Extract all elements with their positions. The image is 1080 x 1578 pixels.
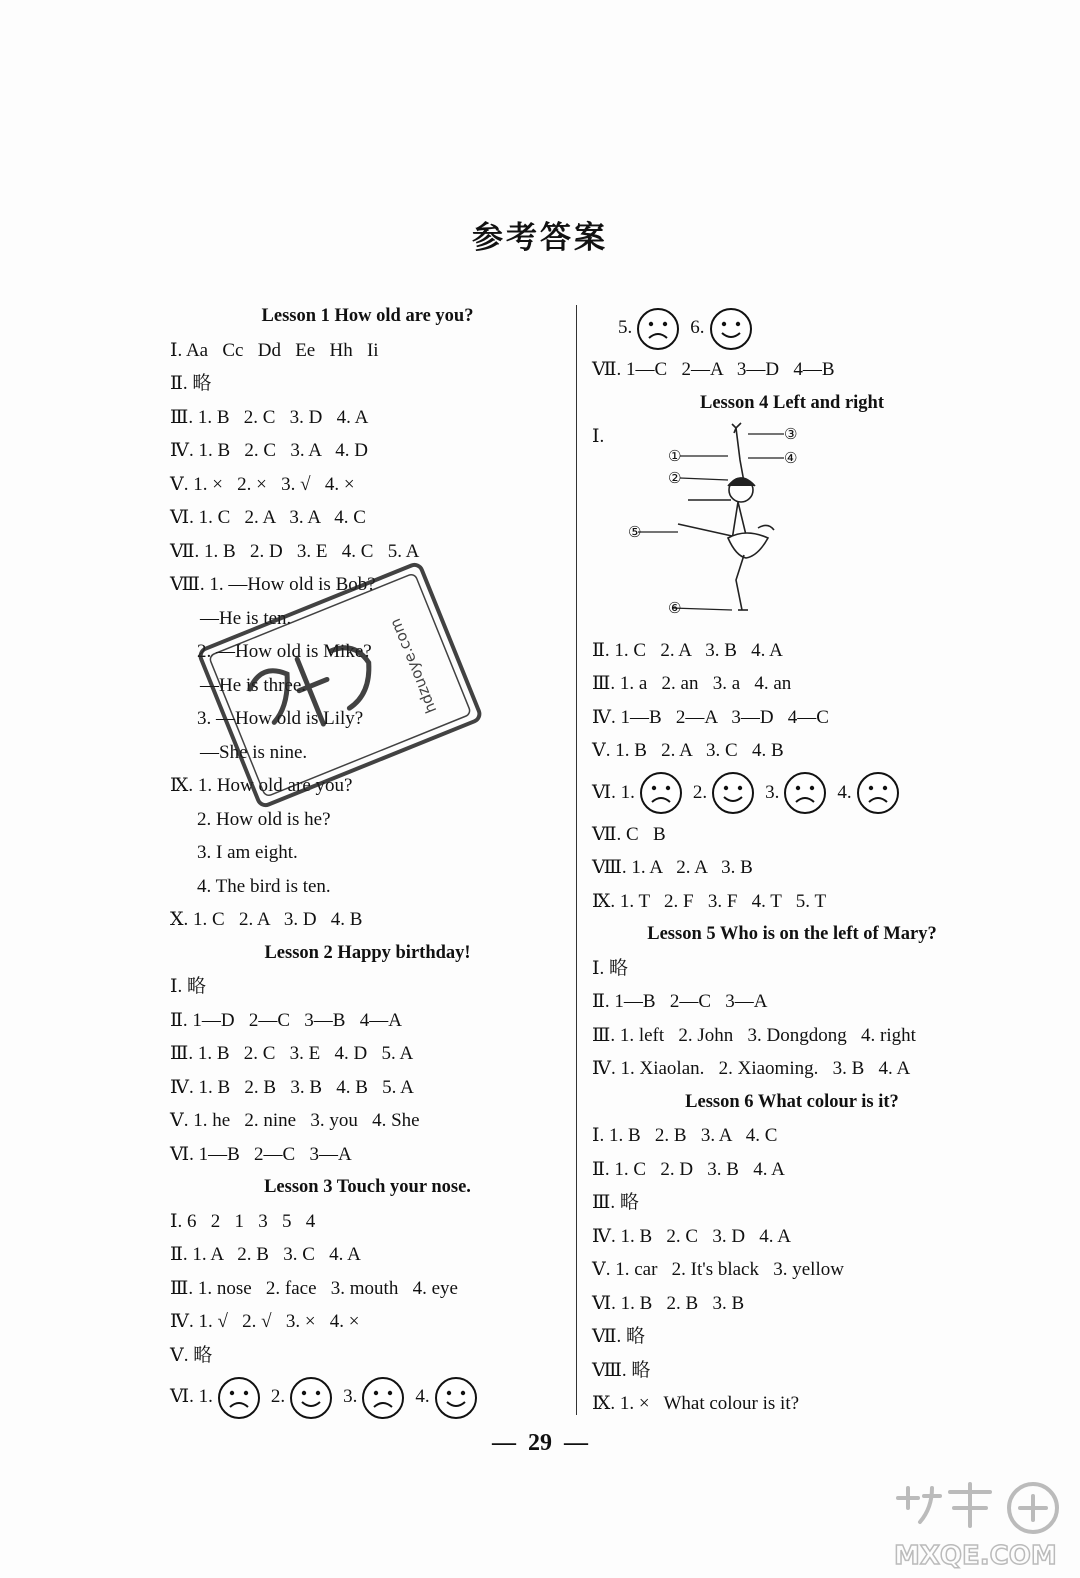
svg-text:MXQE.COM: MXQE.COM (894, 1541, 1057, 1571)
answer-line: 2. How old is he? (197, 808, 331, 830)
lesson-heading: Lesson 6 What colour is it? (685, 1091, 899, 1112)
item-number: 4. (415, 1386, 430, 1407)
answer-line: Ⅱ. 1. C 2. D 3. B 4. A (592, 1158, 785, 1180)
answer-line: Ⅳ. 1. √ 2. √ 3. × 4. × (170, 1311, 360, 1332)
answer-line: Ⅴ. 略 (170, 1344, 213, 1366)
answer-line: Ⅷ. 1. —How old is Bob? (170, 574, 376, 595)
page-title: 参考答案 (472, 220, 608, 256)
faces-row-left (170, 1372, 565, 1422)
sad-face-icon (636, 307, 680, 351)
answer-line: Ⅴ. 1. B 2. A 3. C 4. B (592, 740, 784, 761)
right-lines-c (592, 818, 992, 1421)
answer-line: Ⅲ. 1. left 2. John 3. Dongdong 4. right (592, 1024, 916, 1046)
figure-label-6: ⑥ (668, 599, 682, 617)
figure-label-5: ⑤ (628, 523, 642, 541)
sad-face-icon (361, 1376, 405, 1420)
answer-line: Ⅳ. 1. B 2. C 3. A 4. D (170, 440, 368, 461)
page-number: 29 (528, 1430, 552, 1456)
answer-line: Ⅱ. 1—B 2—C 3—A (592, 991, 768, 1012)
answer-line: Ⅰ. (592, 426, 605, 447)
page-number-footer: — 29 — (492, 1430, 588, 1456)
answer-line: Ⅶ. 1. B 2. D 3. E 4. C 5. A (170, 540, 420, 562)
answer-line: Ⅴ. 1. × 2. × 3. √ 4. × (170, 473, 355, 495)
answer-line: —He is three. (200, 674, 307, 696)
answer-line: Ⅸ. 1. T 2. F 3. F 4. T 5. T (592, 890, 827, 912)
answer-line: Ⅲ. 1. B 2. C 3. D 4. A (170, 406, 369, 428)
answer-line: Ⅴ. 1. he 2. nine 3. you 4. She (170, 1110, 420, 1131)
happy-face-icon (434, 1376, 478, 1420)
lesson-heading: Lesson 5 Who is on the left of Mary? (647, 924, 937, 944)
answer-line: Ⅰ. 6 2 1 3 5 4 (170, 1210, 316, 1232)
item-number: 1. (620, 781, 635, 803)
answer-line: Ⅳ. 1—B 2—A 3—D 4—C (592, 706, 829, 728)
answer-line: Ⅸ. 1. × What colour is it? (592, 1393, 800, 1414)
lesson-heading: Lesson 1 How old are you? (261, 306, 474, 326)
answer-line: Ⅱ. 1—D 2—C 3—B 4—A (170, 1009, 402, 1031)
item-number: 2. (692, 781, 708, 803)
answers-left-column (170, 300, 565, 1422)
answer-line: Ⅵ. 1—B 2—C 3—A (170, 1143, 352, 1165)
item-number: 6. (690, 317, 705, 338)
left-lines (170, 300, 565, 1372)
answer-line: Ⅳ. 1. B 2. C 3. D 4. A (592, 1225, 791, 1247)
svg-text:hdzuoye.com: hdzuoye.com (386, 615, 441, 716)
answer-line: Ⅹ. 1. C 2. A 3. D 4. B (170, 909, 363, 930)
sad-face-icon (639, 771, 683, 815)
answer-line: Ⅲ. 1. B 2. C 3. E 4. D 5. A (170, 1043, 414, 1064)
item-number: 3. (343, 1386, 358, 1407)
answer-line: Ⅳ. 1. Xiaolan. 2. Xiaoming. 3. B 4. A (592, 1058, 911, 1079)
figure-label-3: ③ (784, 425, 798, 443)
answer-line: Ⅸ. 1. How old are you? (170, 775, 353, 796)
happy-face-icon (711, 771, 755, 815)
answer-line: Ⅳ. 1. B 2. B 3. B 4. B 5. A (170, 1076, 414, 1098)
answer-line: Ⅲ. 略 (592, 1192, 639, 1213)
item-number: 5. (618, 317, 633, 338)
section-label: Ⅵ. (592, 781, 621, 803)
lesson-heading: Lesson 4 Left and right (700, 392, 884, 413)
answer-line: Ⅷ. 1. A 2. A 3. B (592, 857, 753, 878)
answer-line: Ⅵ. 1. C 2. A 3. A 4. C (170, 507, 366, 528)
sad-face-icon (783, 771, 827, 815)
figure-label-2: ② (668, 469, 682, 487)
corner-watermark-logo (888, 1478, 1068, 1574)
answer-line: Ⅱ. 1. A 2. B 3. C 4. A (170, 1244, 361, 1265)
right-lines-b (592, 634, 992, 768)
answer-line: Ⅰ. Aa Cc Dd Ee Hh Ii (170, 339, 379, 361)
answer-line: Ⅶ. 略 (592, 1326, 646, 1347)
answer-line: 2. —How old is Mike? (197, 641, 372, 662)
answer-line: Ⅲ. 1. nose 2. face 3. mouth 4. eye (170, 1277, 458, 1299)
column-divider (576, 305, 577, 1415)
answer-line: Ⅰ. 略 (592, 957, 629, 979)
answer-line: Ⅱ. 略 (170, 373, 212, 394)
happy-face-icon (709, 307, 753, 351)
sad-face-icon (856, 771, 900, 815)
dancer-figure (628, 420, 828, 625)
answer-line: Ⅲ. 1. a 2. an 3. a 4. an (592, 673, 792, 694)
item-number: 3. (765, 781, 780, 803)
figure-label-4: ④ (784, 449, 798, 467)
lesson-heading: Lesson 2 Happy birthday! (264, 942, 471, 963)
lesson-heading: Lesson 3 Touch your nose. (264, 1177, 471, 1197)
answer-line: 3. —How old is Lily? (197, 708, 364, 729)
item-number: 2. (270, 1386, 286, 1407)
answer-line: Ⅰ. 略 (170, 976, 207, 997)
item-number: 1. (198, 1386, 213, 1407)
faces-row-right-top (592, 303, 992, 353)
answer-line: Ⅷ. 略 (592, 1359, 651, 1381)
answer-line: —He is ten. (200, 607, 292, 629)
answer-line: —She is nine. (200, 741, 308, 763)
section-label: Ⅵ. (170, 1386, 199, 1407)
answer-line: Ⅶ. C B (592, 823, 666, 845)
figure-label-1: ① (668, 447, 682, 465)
answer-line: Ⅵ. 1. B 2. B 3. B (592, 1292, 745, 1314)
answer-line: Ⅴ. 1. car 2. It's black 3. yellow (592, 1259, 844, 1280)
faces-row-right (592, 768, 992, 818)
item-number: 4. (837, 781, 852, 803)
answer-line: 4. The bird is ten. (197, 875, 331, 897)
answer-line: Ⅶ. 1—C 2—A 3—D 4—B (592, 359, 835, 380)
sad-face-icon (217, 1376, 261, 1420)
happy-face-icon (289, 1376, 333, 1420)
answer-line: 3. I am eight. (197, 842, 298, 863)
answer-line: Ⅱ. 1. C 2. A 3. B 4. A (592, 639, 783, 661)
answer-line: Ⅰ. 1. B 2. B 3. A 4. C (592, 1125, 778, 1146)
